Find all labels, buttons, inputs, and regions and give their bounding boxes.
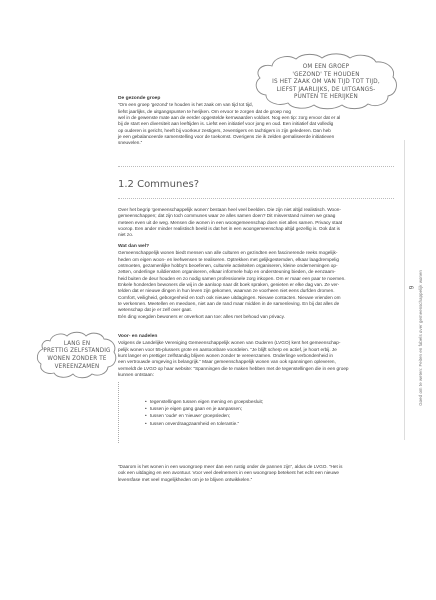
bullet-list-block <box>118 382 394 443</box>
callout-text-left <box>36 330 118 380</box>
running-title: Goed om te weten: Feiten en fabels over gemeenschappelijk wonen <box>418 270 423 406</box>
callout-line: OM EEN GROEP <box>302 63 350 71</box>
paragraph-line: “Om een groep 'gezond' te houden is het zaak om van tijd tot tijd, <box>118 102 253 108</box>
paragraph-line: ook een uitdaging en een avontuur. Voor veel deelnemers in een woongroep betekent het echt een nieuwe <box>118 470 339 476</box>
paragraph-line: zetten, onderlinge ruildiensten organiseren, elkaar informele hulp en ondersteuning bieden, de eenzaam- <box>118 269 336 275</box>
paragraph-line: liefst jaarlijks, de uitgangspunten te herijken. Om ervoor te zorgen dat de groep nog <box>118 108 292 114</box>
section-heading: Wat dan wel? <box>118 244 150 249</box>
section-heading: De gezonde groep <box>118 96 161 101</box>
paragraph-line: heid buiten de deur houden en zo nodig samen professionele zorg inkopen. Om er maar een paar te noemen. <box>118 275 346 281</box>
paragraph-line: gemeenschappen; dat zijn toch communes waar ze alles samen doen? Dit misverstand ruimen we graag <box>118 213 336 219</box>
paragraph-line: wel in de gewenste mate aan de eerder opgestelde kernwaarden voldoet. Nog een tip: zorg ervoor dat er al <box>118 115 341 121</box>
callout-line: LANG EN <box>63 339 91 347</box>
list-item: • tussen onverdraagzaamheid en tolerantie.” <box>145 420 394 427</box>
paragraph-line: meteen even uit de weg. Mensen die wonen in een woongemeenschap doen niet alles samen. Privacy staat <box>118 219 343 225</box>
paragraph-line: ontmoeten, gezamenlijke hobby's beoefenen, culturele activiteiten organiseren, kleine ondernemingen op- <box>118 263 338 269</box>
section-pros-cons <box>118 334 394 378</box>
callout-line: WONEN ZONDER TE <box>47 355 107 362</box>
callout-cloud-left <box>36 330 118 380</box>
section-what-then <box>118 244 394 320</box>
callout-line: VEREENZAMEN <box>54 362 100 370</box>
paragraph-line: een vertrouwde omgeving is belangrijk.” Maar gemeenschappelijk wonen van ook spanningen opleveren, <box>118 359 336 365</box>
divider-rule <box>118 198 394 199</box>
list-item: • tegenstellingen tussen eigen mening en groepsbesluit; <box>145 398 394 405</box>
callout-line: PRETTIG ZELFSTANDIG <box>43 347 111 355</box>
sidebar-divider <box>404 140 405 440</box>
paragraph-line: bij de start een diversiteit aan leeftijden is. Liefst een initiatief voor jong en oud. Een initiatief dat volledig <box>118 121 334 127</box>
paragraph-line: niet zo. <box>118 232 134 238</box>
paragraph-line: voorop. Een ander minder realistisch beeld is dat het in een woongemeenschap altijd gezellig is. Ook dat is <box>118 226 341 232</box>
section-intro <box>118 207 394 239</box>
page-number: 9 <box>408 285 416 290</box>
paragraph-line: Gemeenschappelijk wonen biedt mensen van alle culturen en gezindten een fascinerende reeks mogelijk- <box>118 250 338 256</box>
chapter-title: 1.2 Communes? <box>118 179 200 190</box>
paragraph-line: levensfase met veel mogelijkheden om je te blijven ontwikkelen.” <box>118 476 253 482</box>
callout-line: PUNTEN TE HERIJKEN <box>294 93 358 101</box>
paragraph-line: je een gebalanceerde samenstelling voor de toekomst. Overigens zie ik zelden gemaliseerde initiatieven <box>118 134 335 140</box>
callout-line: LIEFST JAARLIJKS, DE UITGANGS- <box>276 85 376 93</box>
callout-line: 'GEZOND' TE HOUDEN <box>292 70 360 78</box>
callout-line: IS HET ZAAK OM VAN TIJD TOT TIJD, <box>272 78 380 86</box>
paragraph-line: Enkele honderden bewoners die wij in de aanloop naar dit boek spraken, genieten er elke dag van. Ze ver- <box>118 282 340 288</box>
paragraph-line: Volgens de Landelijke Vereniging Gemeenschappelijk wonen van Ouderen (LVGO) kent het gemeenschap- <box>118 340 341 346</box>
closing-paragraph <box>118 464 394 483</box>
paragraph-line: sneuvelen.” <box>118 140 143 146</box>
paragraph-line: telden dat er nieuwe dingen in hun leven zijn gekomen, waarvan ze voorheen niet eens durfden dromen. <box>118 288 335 294</box>
paragraph-line: kunnen ontstaan: <box>118 372 154 378</box>
paragraph-line: op ouderen is gericht, heeft bij voorkeur zestigers, zeventigers en tachtigers in zijn gelederen. Dan heb <box>118 127 331 133</box>
list-item: • tussen je eigen gang gaan en je aanpassen; <box>145 405 394 412</box>
paragraph-line: Comfort, veiligheid, geborgenheid en toch ook nieuwe uitdagingen. Nieuwe contacten. Nieuwe vrienden om <box>118 294 341 300</box>
paragraph-line: te verkennen. Meetellen en meedoen, niet aan de rand maar midden in de samenleving. En bij dat alles de <box>118 301 340 307</box>
bullet-list <box>118 382 394 443</box>
paragraph-line: wetenschap dat je er zelf over gaat. <box>118 307 193 313</box>
section-heading: Voor- en nadelen <box>118 334 158 339</box>
paragraph-line: Over het begrip 'gemeenschappelijk wonen' bestaan heel veel beelden. Die zijn niet altijd realistisch. Woon- <box>118 207 341 212</box>
paragraph-line: kunt langer en prettiger zelfstandig blijven wonen zonder te vereenzamen. Onderlinge verbondenheid in <box>118 353 333 359</box>
divider-rule <box>118 166 394 167</box>
paragraph-line: Eén ding voegden bewoners er onverkort aan toe: alles met behoud van privacy. <box>118 313 285 319</box>
paragraph-line: heden om eigen woon- en leefwensen te realiseren. Optrekken met gelijkgestemden, elkaar laagdrempelig <box>118 256 339 262</box>
list-item: • tussen 'oude' en 'nieuwe' groepsleden; <box>145 412 394 419</box>
paragraph-line: “Daarom is het wonen in een woongroep meer dan een rustig onder de pannen zijn”, aldus de LVGO. “Het is <box>118 464 343 469</box>
paragraph-line: vermeldt de LVGO op haar website: “Spanningen die te maken hebben met de tegenstellingen die in een groep <box>118 365 349 371</box>
paragraph-line: pelijk wonen voor 55-plussers grote en aantoonbare voordelen. “Je blijft scherp en actief, je hoort erbij. Je <box>118 346 337 352</box>
section-healthy-group <box>118 96 394 147</box>
